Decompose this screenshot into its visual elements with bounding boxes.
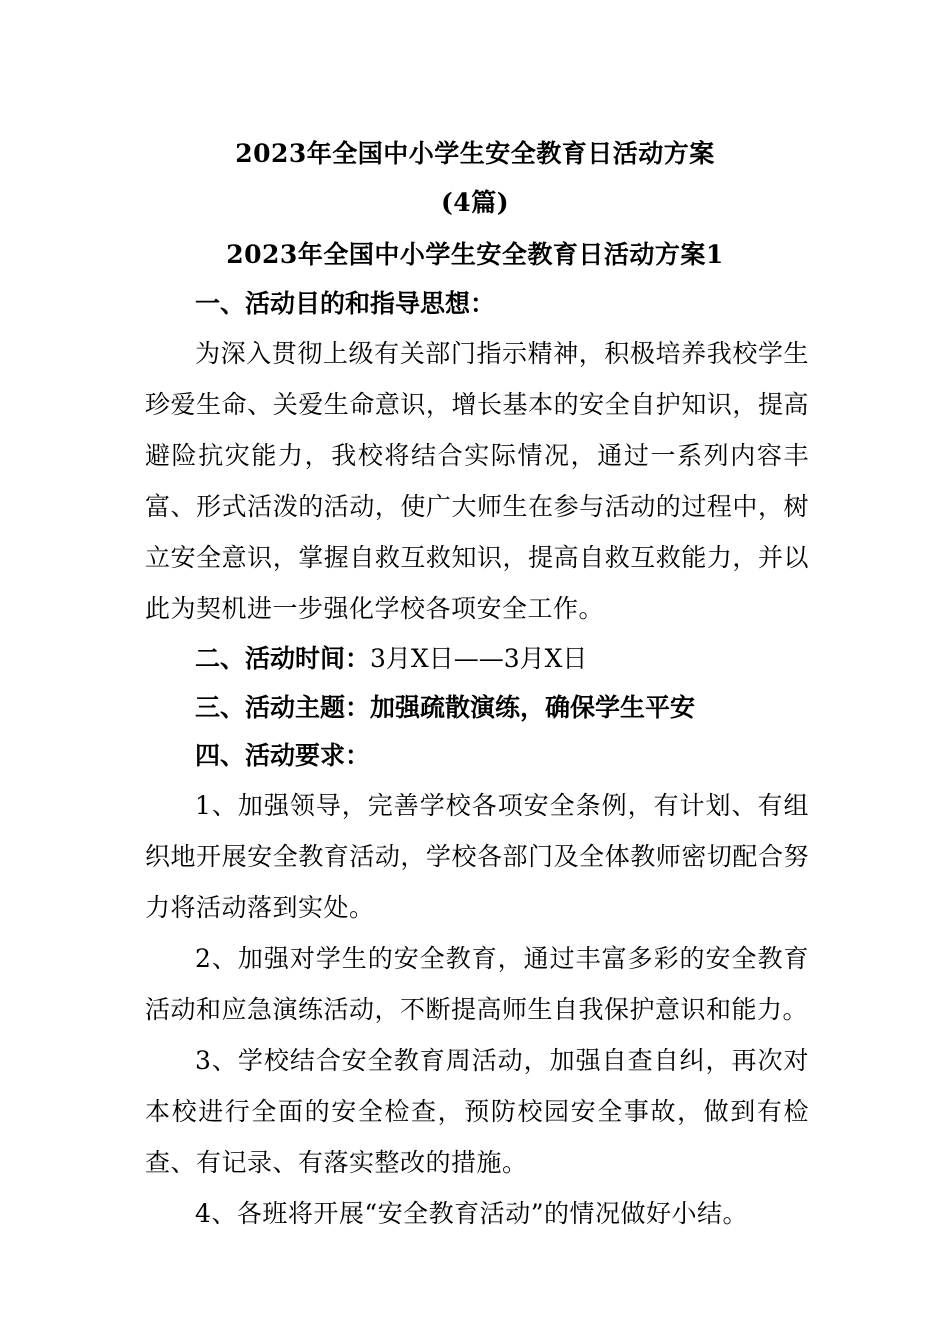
requirement-item-4: 4、各班将开展“安全教育活动”的情况做好小结。 bbox=[195, 1199, 748, 1228]
requirement-item-3: 3、学校结合安全教育周活动，加强自查自纠，再次对本校进行全面的安全检查，预防校园安全事故，做到有检查、有记录、有落实整改的措施。 bbox=[145, 1046, 809, 1177]
section-title: 2023年全国中小学生安全教育日活动方案1 bbox=[226, 240, 724, 269]
heading-requirements: 四、活动要求： bbox=[195, 741, 371, 770]
heading-purpose: 一、活动目的和指导思想： bbox=[195, 289, 496, 318]
activity-time-label: 二、活动时间： bbox=[195, 644, 371, 673]
paragraph-purpose: 为深入贯彻上级有关部门指示精神，积极培养我校学生珍爱生命、关爱生命意识，增长基本的安全自护知识，提高避险抗灾能力，我校将结合实际情况，通过一系列内容丰富、形式活泼的活动，使广大师生在参与活动的过程中，树立安全意识，掌握自救互救知识，提高自救互救能力，并以此为契机进一步强化学校各项安全工作。 bbox=[145, 339, 809, 623]
document-title: 2023年全国中小学生安全教育日活动方案 bbox=[235, 139, 715, 168]
heading-theme: 三、活动主题：加强疏散演练，确保学生平安 bbox=[195, 693, 696, 722]
activity-time-value: 3月X日——3月X日 bbox=[370, 644, 588, 673]
requirement-item-2: 2、加强对学生的安全教育，通过丰富多彩的安全教育活动和应急演练活动，不断提高师生自我保护意识和能力。 bbox=[145, 944, 809, 1024]
requirement-item-1: 1、加强领导，完善学校各项安全条例，有计划、有组织地开展安全教育活动，学校各部门及全体教师密切配合努力将活动落到实处。 bbox=[145, 791, 809, 922]
activity-time-row bbox=[145, 634, 809, 684]
document-body bbox=[145, 280, 809, 1239]
document-subtitle-count: (4篇) bbox=[440, 188, 510, 217]
